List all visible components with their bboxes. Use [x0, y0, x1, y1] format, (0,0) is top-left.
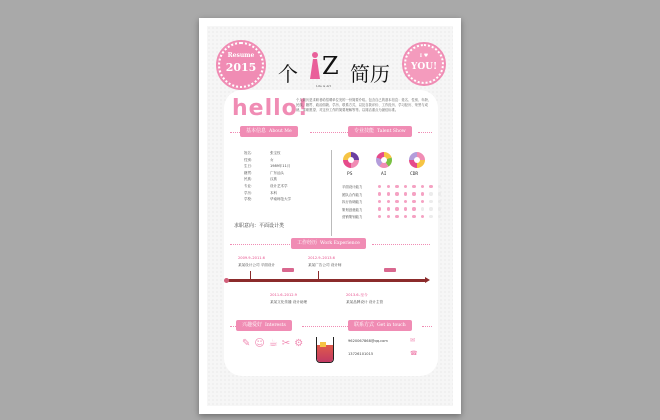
info-row	[244, 170, 291, 177]
ring-label-cdr: CDR	[410, 172, 419, 177]
rating-dot	[387, 215, 390, 218]
info-key: 姓名：	[244, 151, 255, 155]
info-key: 专业：	[244, 183, 255, 188]
scissors-icon: ✂	[281, 338, 291, 349]
coffee-icon: ☕	[268, 338, 278, 349]
info-row	[244, 157, 291, 164]
info-value: 设计艺术学	[270, 183, 288, 188]
rating-dot	[438, 185, 441, 188]
rating-dot	[438, 215, 441, 218]
rating-dot	[387, 200, 390, 203]
rating-dot	[412, 200, 415, 203]
basic-info-list	[244, 150, 291, 203]
skill-name: 平面设计能力	[342, 185, 363, 189]
info-value: 张宝钗	[270, 151, 281, 155]
ps-skill-ring	[343, 152, 359, 168]
rating-dot	[395, 215, 398, 218]
hello-heading: hello!	[232, 96, 309, 121]
divider-dots	[372, 244, 430, 245]
rating-dot	[421, 192, 424, 195]
section-work: 工作经历 Work Experience	[291, 238, 366, 249]
rating-dot	[404, 192, 407, 195]
rating-dot	[412, 215, 415, 218]
ai-skill-ring	[376, 152, 392, 168]
intro-paragraph: 个人简历是求职者给招聘单位发的一份简要介绍。包含自己的基本信息：姓名、性别、年龄、民族、籍贯、政治面貌、学历、联系方式，以及自我评价、工作经历、学习经历、荣誉与成就、求职愿望、对这份工作的简要理解等等。以简洁重点为最佳标准。	[296, 98, 432, 113]
smile-icon: ☺	[254, 338, 265, 349]
rating-dot	[412, 185, 415, 188]
skill-rating	[378, 214, 447, 222]
rating-dot	[387, 207, 390, 210]
rating-dot	[387, 185, 390, 188]
rating-dot	[395, 207, 398, 210]
ring-label-ai: AI	[381, 172, 387, 177]
skill-name: 执行协调能力	[342, 200, 363, 204]
column-divider	[331, 150, 332, 236]
divider-dots	[230, 244, 290, 245]
rating-dot	[412, 192, 415, 195]
info-value: 1989年11月	[270, 164, 291, 169]
skill-row	[342, 184, 447, 192]
divider-dots	[302, 326, 348, 327]
rating-dot	[421, 207, 424, 210]
skill-name: 策划创意能力	[342, 207, 363, 212]
info-row	[244, 163, 291, 170]
timeline-tick	[318, 271, 319, 279]
job-intention: 求职意向：平面设计类	[234, 223, 285, 229]
skill-rating	[378, 184, 447, 192]
divider-dots	[418, 132, 432, 133]
work-date: 2009.9–2011.6	[238, 256, 265, 260]
section-about: 基本信息 About Me	[240, 126, 298, 137]
rating-dot	[429, 200, 432, 203]
info-row	[244, 176, 291, 183]
skill-name: 营销策划能力	[342, 215, 363, 219]
info-value: 女	[270, 157, 274, 162]
rating-dot	[378, 215, 381, 218]
rating-dot	[395, 185, 398, 188]
timeline-flag	[384, 268, 396, 272]
rating-dot	[378, 185, 381, 188]
rating-dot	[395, 200, 398, 203]
skill-row	[342, 207, 447, 215]
mail-icon: ✉	[410, 337, 416, 344]
rating-dot	[378, 200, 381, 203]
section-talent: 专业技能 Talent Show	[348, 126, 412, 137]
rating-dot	[421, 185, 424, 188]
info-row	[244, 196, 291, 203]
pencil-icon: ✎	[242, 338, 251, 349]
info-key: 籍贯：	[244, 170, 255, 175]
rating-dot	[421, 215, 424, 218]
info-value: 汉族	[270, 177, 277, 182]
contact-email: 9620067868@qq.com	[348, 339, 388, 343]
info-key: 性别：	[244, 157, 255, 162]
resume-title: 个 Z 简历 Life is Art	[278, 52, 390, 88]
contact-phone: 13726101015	[348, 352, 374, 356]
work-text: 某某广告公司 设计师	[308, 263, 342, 267]
info-key: 学历：	[244, 190, 255, 195]
info-row	[244, 150, 291, 157]
work-date: 2013.6–至今	[346, 293, 368, 297]
rating-dot	[429, 192, 432, 195]
rating-dot	[421, 200, 424, 203]
cdr-skill-ring	[409, 152, 425, 168]
rating-dot	[404, 200, 407, 203]
section-interests: 兴趣爱好 Interests	[236, 320, 292, 331]
timeline-flag	[282, 268, 294, 272]
rating-dot	[404, 215, 407, 218]
work-text: 某某设计公司 平面设计	[238, 263, 276, 267]
info-row	[244, 190, 291, 197]
rating-dot	[378, 192, 381, 195]
rating-dot	[387, 192, 390, 195]
work-text: 某某文化传播 设计助理	[270, 300, 308, 304]
skill-name: 团队合作能力	[342, 192, 363, 197]
info-key: 生日：	[244, 164, 255, 169]
bike-icon: ⚙	[294, 338, 304, 349]
rating-dot	[404, 185, 407, 188]
info-value: 广东汕头	[270, 170, 284, 175]
work-text: 某某品牌设计 设计主管	[346, 300, 384, 304]
rating-dot	[404, 207, 407, 210]
info-row	[244, 183, 291, 190]
section-contact: 联系方式 Get in touch	[348, 320, 412, 331]
skill-row	[342, 192, 447, 200]
love-you-badge: I ♥ YOU!	[404, 44, 444, 84]
interest-icons	[242, 338, 303, 349]
rating-dot	[438, 192, 441, 195]
skill-rating	[378, 207, 447, 215]
skill-row	[342, 199, 447, 207]
info-value: 华南师范大学	[270, 197, 291, 202]
rating-dot	[395, 192, 398, 195]
work-timeline	[228, 279, 426, 282]
skill-rating	[378, 192, 447, 200]
phone-icon: ☎	[410, 350, 418, 357]
paint-cup-icon	[316, 337, 334, 363]
skill-row	[342, 214, 447, 222]
rating-dot	[429, 207, 432, 210]
divider-dots	[310, 132, 348, 133]
work-date: 2011.6–2012.9	[270, 293, 297, 297]
work-date: 2012.9–2013.6	[308, 256, 335, 260]
timeline-tick	[250, 271, 251, 279]
rating-dot	[438, 207, 441, 210]
resume-year-badge: Resume 2015	[218, 42, 264, 88]
skill-rating-list	[342, 184, 447, 222]
rating-dot	[378, 207, 381, 210]
woman-silhouette-icon	[308, 52, 322, 82]
ring-label-ps: PS	[347, 172, 353, 177]
rating-dot	[438, 200, 441, 203]
rating-dot	[412, 207, 415, 210]
rating-dot	[429, 185, 432, 188]
info-key: 民族：	[244, 177, 255, 182]
info-value: 本科	[270, 190, 277, 195]
skill-rating	[378, 199, 447, 207]
info-key: 学校：	[244, 197, 255, 202]
divider-dots	[422, 326, 432, 327]
rating-dot	[429, 215, 432, 218]
